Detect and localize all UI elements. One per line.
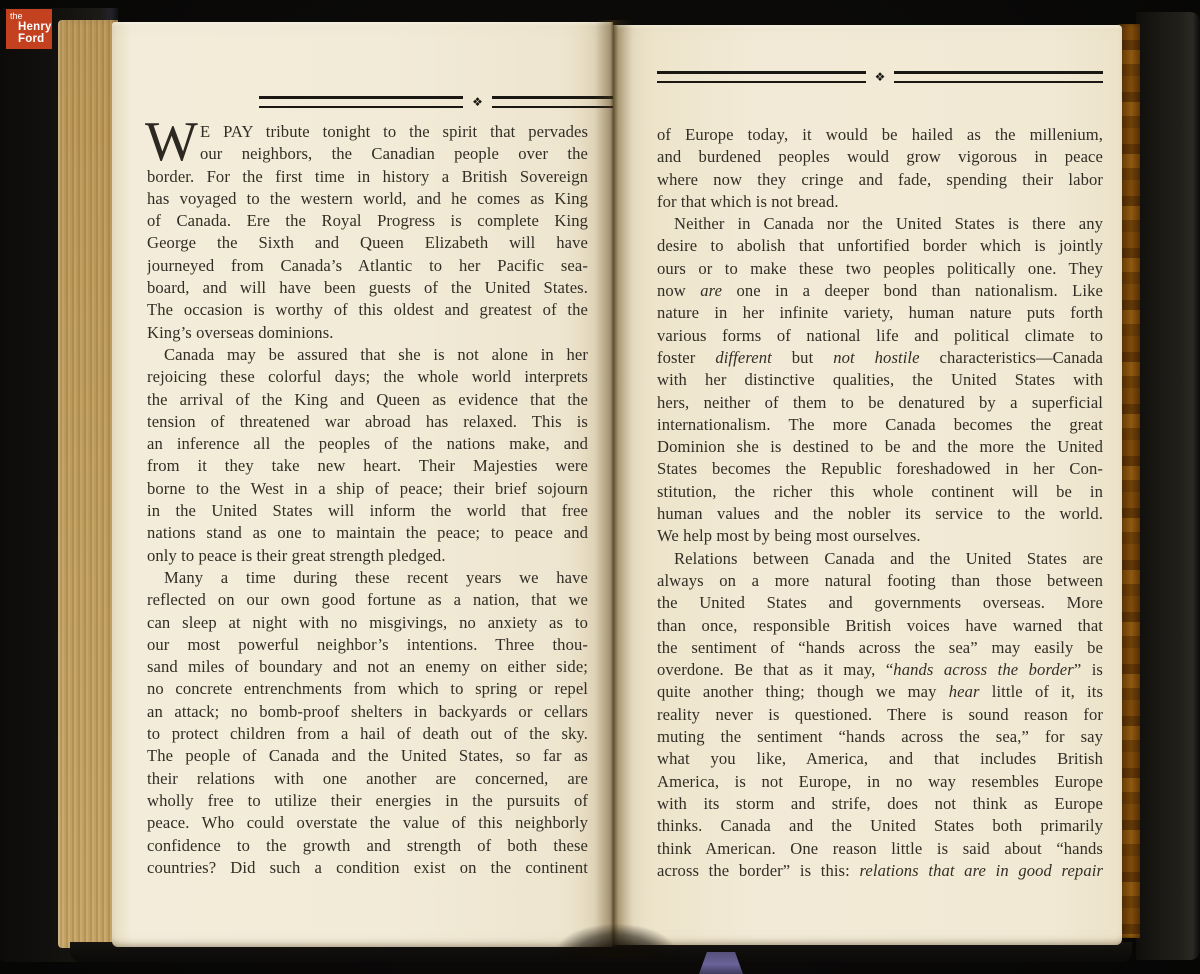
text-line: peace. Who could overstate the value of this neighborly — [147, 813, 588, 833]
text-line: reflected on our own good fortune as a nation, that we — [147, 590, 588, 610]
text-line: border. For the first time in history a British Sovereign — [147, 166, 588, 186]
text-line: with her distinctive qualities, the United States with — [657, 370, 1103, 390]
text-line: where now they cringe and fade, spending their labor — [657, 169, 1103, 189]
henry-ford-logo — [6, 9, 52, 49]
text-line: with its storm and strife, does not think as Europe — [657, 793, 1103, 813]
text-line: Many a time during these recent years we have — [164, 567, 588, 587]
rule-line — [259, 96, 463, 108]
text-line: Neither in Canada nor the United States is there any — [674, 214, 1103, 234]
page-stack-edge — [58, 20, 118, 948]
text-line: an inference all the peoples of the nations make, and — [147, 434, 588, 454]
text-line: Relations between Canada and the United States are — [674, 548, 1103, 568]
text-line: overdone. Be that as it may, “hands across the border” is — [657, 660, 1103, 680]
text-line: nature in her infinite variety, human nature puts forth — [657, 303, 1103, 323]
text-line: wholly free to utilize their energies in the pursuits of — [147, 790, 588, 810]
text-line: desire to abolish that unfortified border which is jointly — [657, 236, 1103, 256]
text-line: of Canada. Ere the Royal Progress is complete King — [147, 211, 588, 231]
text-line: tension of threatened war abroad has relaxed. This is — [147, 411, 588, 431]
fleuron-icon: ❖ — [874, 70, 886, 84]
gutter-bottom-shadow — [556, 924, 676, 958]
text-line: States becomes the Republic foreshadowed in her Con- — [657, 459, 1103, 479]
logo-word-henry: Henry — [18, 21, 52, 33]
text-line: George the Sixth and Queen Elizabeth will have — [147, 233, 588, 253]
text-line: confidence to the growth and strength of both these — [147, 835, 588, 855]
logo-word-the: the — [10, 11, 23, 21]
text-line: sand miles of boundary and not an enemy on either side; — [147, 657, 588, 677]
text-line: has voyaged to the western world, and he comes as King — [147, 188, 588, 208]
text-line: our most powerful neighbor’s intentions. Three thou- — [147, 634, 588, 654]
text-line: internationalism. The more Canada becomes the great — [657, 414, 1103, 434]
text-line: always on a more natural footing than those between — [657, 570, 1103, 590]
text-line: quite another thing; though we may hear little of it, its — [657, 682, 1103, 702]
text-line: the arrival of the King and Queen as evidence that the — [147, 389, 588, 409]
head-rule-right — [657, 71, 1103, 83]
rule-line — [894, 71, 1103, 83]
logo-word-ford: Ford — [18, 33, 45, 45]
text-line: an attack; no bomb-proof shelters in backyards or cellars — [147, 701, 588, 721]
left-page-text — [145, 111, 588, 879]
text-line: no concrete entrenchments from which to spring or repel — [147, 679, 588, 699]
text-line: board, and will have been guests of the United States. — [147, 278, 588, 298]
text-line: The people of Canada and the United States, so far as — [147, 746, 588, 766]
text-line: Dominion she is destined to be and the more the United — [657, 437, 1103, 457]
text-line: the sentiment of “hands across the sea” may easily be — [657, 637, 1103, 657]
fleuron-icon: ❖ — [472, 95, 483, 109]
right-cover — [1136, 12, 1200, 960]
text-line: borne to the West in a ship of peace; their brief sojourn — [147, 478, 588, 498]
text-line: thinks. Canada and the United States both primarily — [657, 816, 1103, 836]
text-line: reality never is questioned. There is sound reason for — [657, 704, 1103, 724]
text-line: ours or to make these two peoples politically one. They — [657, 258, 1103, 278]
text-line: foster different but not hostile characteristics—Canada — [657, 347, 1103, 367]
text-line: King’s overseas dominions. — [147, 322, 334, 342]
drop-cap: W — [145, 111, 198, 173]
text-line: our neighbors, the Canadian people over the — [200, 144, 588, 164]
text-line: can sleep at night with no misgivings, no anxiety as to — [147, 612, 588, 632]
gutter-shadow — [595, 20, 633, 947]
text-line: in the United States will inform the world that free — [147, 501, 588, 521]
text-line: think American. One reason little is said about “hands — [657, 838, 1103, 858]
rule-line — [657, 71, 866, 83]
text-line: The occasion is worthy of this oldest and greatest of the — [147, 300, 588, 320]
text-line: countries? Did such a condition exist on the continent — [147, 857, 588, 877]
text-line: rejoicing these colorful days; the whole world interprets — [147, 367, 588, 387]
text-line: the United States and governments overseas. More — [657, 593, 1103, 613]
text-line: E PAY tribute tonight to the spirit that pervades — [200, 122, 588, 141]
text-line: than once, responsible British voices have warned that — [657, 615, 1103, 635]
text-line: hers, neither of them to be denatured by a superficial — [657, 392, 1103, 412]
text-line: across the border” is this: relations that are in good repair — [657, 860, 1103, 880]
text-line: for that which is not bread. — [657, 191, 839, 211]
text-line: nations stand as one to maintain the peace; to peace and — [147, 523, 588, 543]
text-line: their relations with one another are concerned, are — [147, 768, 588, 788]
text-line: what you like, America, and that includes British — [657, 749, 1103, 769]
text-line: of Europe today, it would be hailed as the millenium, — [657, 125, 1103, 144]
text-line: human values and the nobler its service to the world. — [657, 504, 1103, 524]
text-line: Canada may be assured that she is not alone in her — [164, 344, 588, 364]
right-page-text — [657, 124, 1103, 882]
text-line: various forms of national life and political climate to — [657, 325, 1103, 345]
text-line: journeyed from Canada’s Atlantic to her Pacific sea- — [147, 255, 588, 275]
text-line: from it they take new heart. Their Majesties were — [147, 456, 588, 476]
text-line: stitution, the richer this whole continent will be in — [657, 481, 1103, 501]
text-line: to protect children from a hail of death out of the sky. — [147, 724, 588, 744]
text-line: America, is not Europe, in no way resembles Europe — [657, 771, 1103, 791]
text-line: now are one in a deeper bond than nationalism. Like — [657, 281, 1103, 301]
text-line: We help most by being most ourselves. — [657, 526, 921, 546]
text-line: muting the sentiment “hands across the sea,” for say — [657, 727, 1103, 747]
text-line: and burdened peoples would grow vigorous in peace — [657, 147, 1103, 167]
text-line: only to peace is their great strength pledged. — [147, 545, 446, 565]
